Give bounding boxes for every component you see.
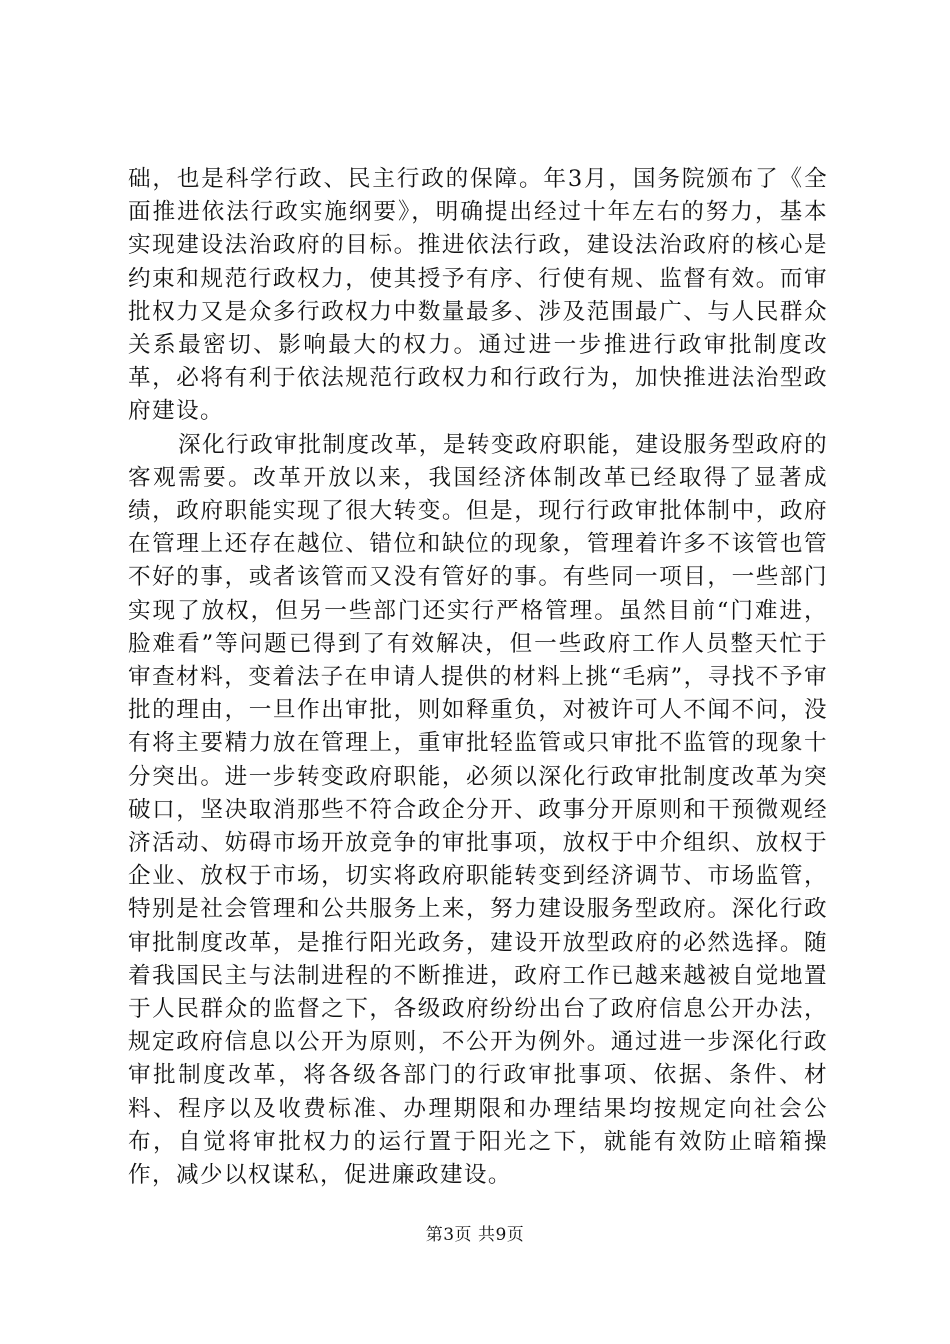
- document-body: [128, 163, 828, 1192]
- paragraph-1: 础，也是科学行政、民主行政的保障。年3月，国务院颁布了《全面推进依法行政实施纲要》，明确提出经过十年左右的努力，基本实现建设法治政府的目标。推进依法行政，建设法治政府的核心是约束和规范行政权力，使其授予有序、行使有规、监督有效。而审批权力又是众多行政权力中数量最多、涉及范围最广、与人民群众关系最密切、影响最大的权力。通过进一步推进行政审批制度改革，必将有利于依法规范行政权力和行政行为，加快推进法治型政府建设。: [128, 166, 828, 425]
- paragraph-2: 深化行政审批制度改革，是转变政府职能，建设服务型政府的客观需要。改革开放以来，我国经济体制改革已经取得了显著成绩，政府职能实现了很大转变。但是，现行行政审批体制中，政府在管理上还存在越位、错位和缺位的现象，管理着许多不该管也管不好的事，或者该管而又没有管好的事。有些同一项目，一些部门实现了放权，但另一些部门还实行严格管理。虽然目前“门难进，脸难看”等问题已得到了有效解决，但一些政府工作人员整天忙于审查材料，变着法子在申请人提供的材料上挑“毛病”，寻找不予审批的理由，一旦作出审批，则如释重负，对被许可人不闻不问，没有将主要精力放在管理上，重审批轻监管或只审批不监管的现象十分突出。进一步转变政府职能，必须以深化行政审批制度改革为突破口，坚决取消那些不符合政企分开、政事分开原则和干预微观经济活动、妨碍市场开放竞争的审批事项，放权于中介组织、放权于企业、放权于市场，切实将政府职能转变到经济调节、市场监管，特别是社会管理和公共服务上来，努力建设服务型政府。深化行政审批制度改革，是推行阳光政务，建设开放型政府的必然选择。随着我国民主与法制进程的不断推进，政府工作已越来越被自觉地置于人民群众的监督之下，各级政府纷纷出台了政府信息公开办法，规定政府信息以公开为原则，不公开为例外。通过进一步深化行政审批制度改革，将各级各部门的行政审批事项、依据、条件、材料、程序以及收费标准、办理期限和办理结果均按规定向社会公布，自觉将审批权力的运行置于阳光之下，就能有效防止暗箱操作，减少以权谋私，促进廉政建设。: [128, 431, 828, 1189]
- page-number-footer: 第3页 共9页: [425, 1225, 525, 1245]
